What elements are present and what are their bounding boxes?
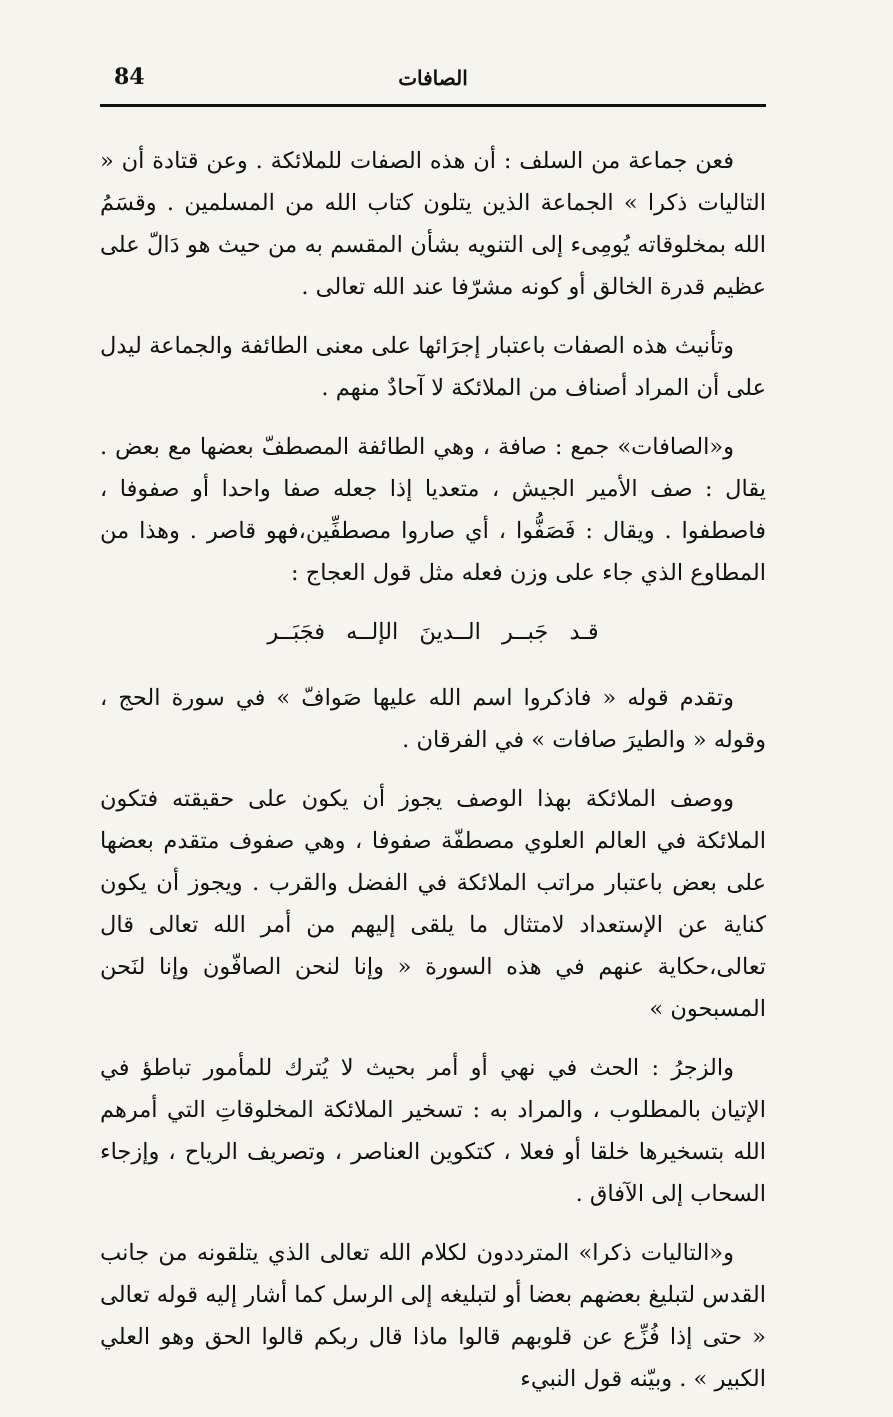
page-number: 84 xyxy=(114,64,145,90)
paragraph-1: فعن جماعة من السلف : أن هذه الصفات للملائكة . وعن قتادة أن « التاليات ذكرا » الجماعة الذين يتلون كتاب الله من المسلمين . وقسَمُ الله بمخلوقاته يُومِىء إلى التنويه بشأن المقسم به من حيث هو دَالّ على عظيم قدرة الخالق أو كونه مشرّفا عند الله تعالى . xyxy=(100,148,766,300)
paragraph-5: ووصف الملائكة بهذا الوصف يجوز أن يكون على حقيقته فتكون الملائكة في العالم العلوي مصطفّة صفوفا ، وهي صفوف متقدم بعضها على بعض باعتبار مراتب الملائكة في الفضل والقرب . ويجوز أن يكون كناية عن الإستعداد لامتثال ما يلقى إليهم من أمر الله تعالى قال تعالى،حكاية عنهم في هذه السورة « وإنا لنحن الصافّون وإنا لنَحن المسبحون » xyxy=(100,786,766,1022)
page-header xyxy=(100,62,766,102)
paragraph-2: وتأنيث هذه الصفات باعتبار إجرَائها على معنى الطائفة والجماعة ليدل على أن المراد أصناف من الملائكة لا آحادٌ منهم . xyxy=(100,333,766,401)
poetry-verse: قـد جَبــر الــدينَ الإلــه فجَبَــر xyxy=(267,619,599,645)
paragraph-6: والزجرُ : الحث في نهي أو أمر بحيث لا يُترك للمأمور تباطؤ في الإتيان بالمطلوب ، والمراد به : تسخير الملائكة المخلوقاتِ التي أمرهم الله بتسخيرها خلقا أو فعلا ، كتكوين العناصر ، وتصريف الرياح ، وإزجاء السحاب إلى الآفاق . xyxy=(100,1055,766,1207)
paragraph-7: و«التاليات ذكرا» المترددون لكلام الله تعالى الذي يتلقونه من جانب القدس لتبليغ بعضهم بعضا أو لتبليغه إلى الرسل كما أشار إليه قوله تعالى « حتى إذا فُزِّع عن قلوبهم قالوا ماذا قال ربكم قالوا الحق وهو العلي الكبير » . وبيّنه قول النبيء xyxy=(100,1240,766,1392)
header-rule xyxy=(100,104,766,107)
running-title: الصافات xyxy=(398,66,468,90)
body-text xyxy=(100,140,766,1417)
paragraph-4: وتقدم قوله « فاذكروا اسم الله عليها صَوافّ » في سورة الحج ، وقوله « والطيرَ صافات » في الفرقان . xyxy=(100,685,766,753)
paragraph-3: و«الصافات» جمع : صافة ، وهي الطائفة المصطفّ بعضها مع بعض . يقال : صف الأمير الجيش ، متعديا إذا جعله صفا واحدا أو صفوفا ، فاصطفوا . ويقال : فَصَفُّوا ، أي صاروا مصطفِّين،فهو قاصر . وهذا من المطاوع الذي جاء على وزن فعله مثل قول العجاج : xyxy=(100,434,766,586)
